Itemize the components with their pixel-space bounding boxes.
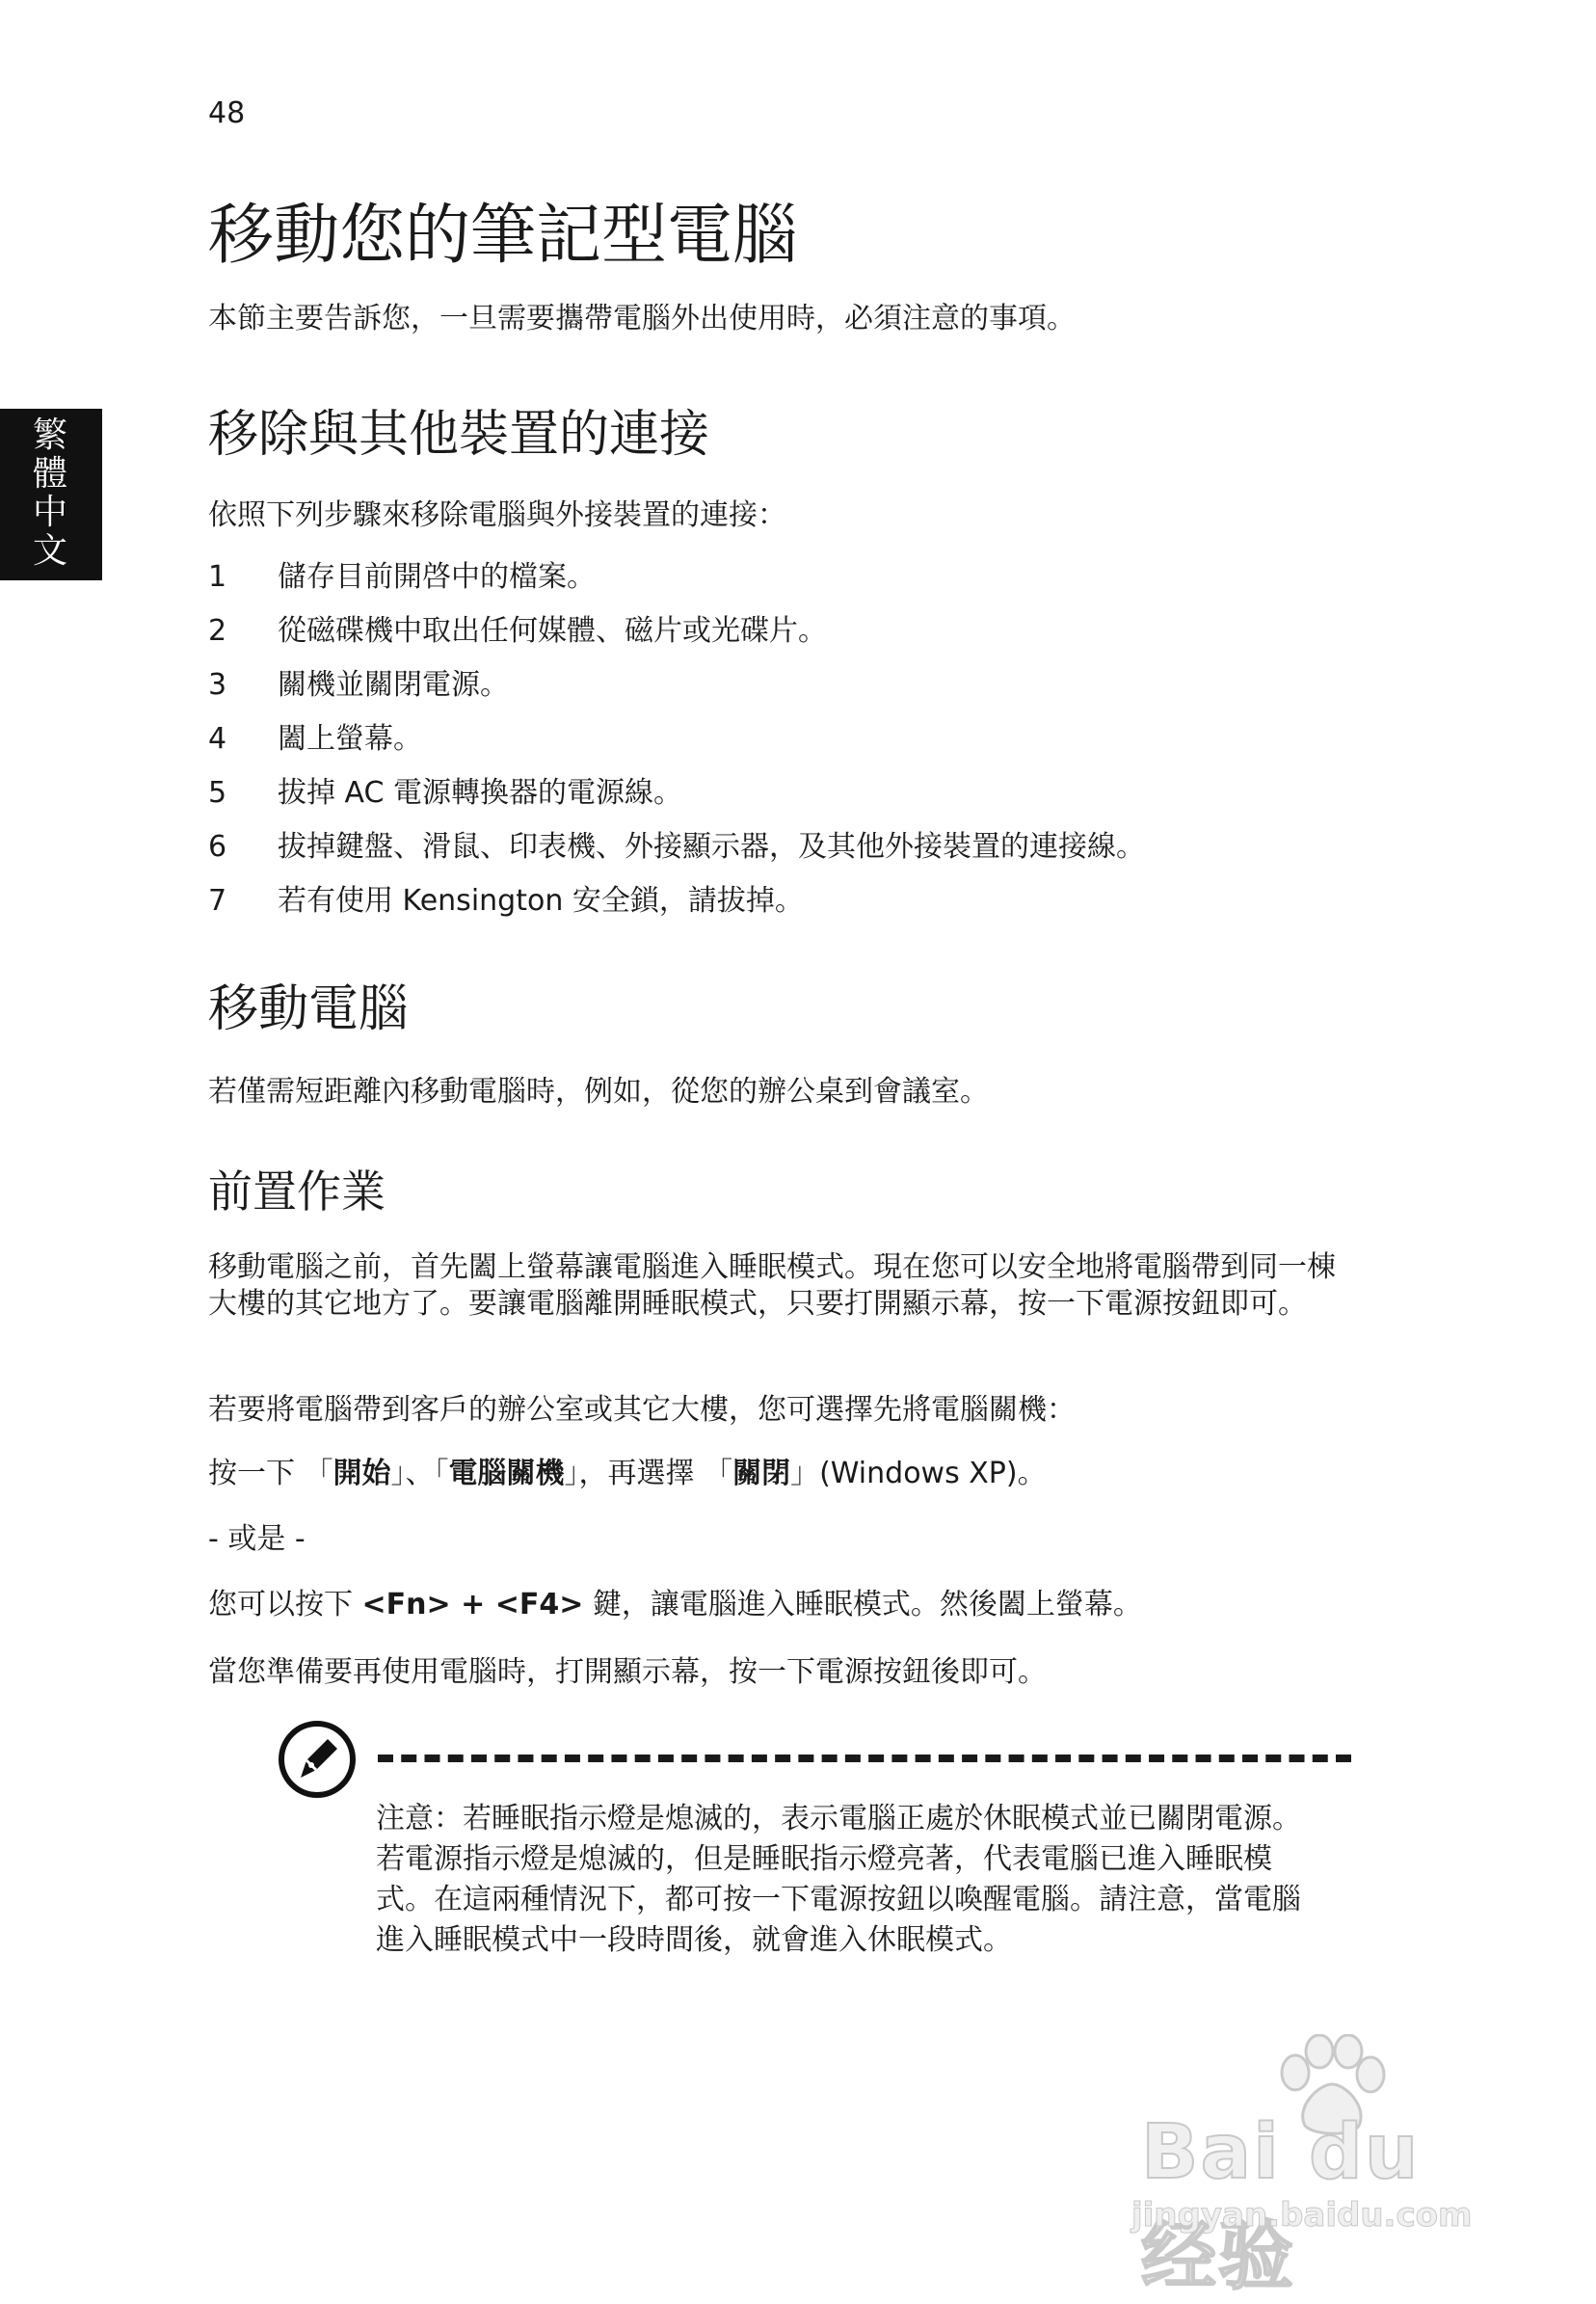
instruction-text: 按一下 「 [208,1457,333,1490]
page-title: 移動您的筆記型電腦 [208,198,799,274]
section-heading-moving: 移動電腦 [208,980,410,1038]
list-item [208,608,1145,662]
list-item [208,554,1145,608]
instruction-text: 鍵，讓電腦進入睡眠模式。然後闔上螢幕。 [583,1588,1142,1621]
language-side-tab-label: 繁體中文 [32,415,67,571]
moving-paragraph: 若僅需短距離內移動電腦時，例如，從您的辦公桌到會議室。 [208,1075,989,1109]
instruction-text: 您可以按下 [208,1588,362,1621]
step-number: 6 [208,830,227,864]
step-text: 拔掉鍵盤、滑鼠、印表機、外接顯示器，及其他外接裝置的連接線。 [278,830,1145,864]
step-number: 4 [208,722,227,756]
list-item [208,824,1145,878]
turn-off-label: 關閉 [732,1457,791,1490]
step-number: 2 [208,614,227,648]
step-number: 3 [208,668,227,702]
section-heading-preparation: 前置作業 [208,1165,386,1218]
instruction-text: 」，再選擇 「 [564,1457,733,1490]
note-text: 注意：若睡眠指示燈是熄滅的，表示電腦正處於休眠模式並已關閉電源。若電源指示燈是熄滅的，但是睡眠指示燈亮著，代表電腦已進入睡眠模式。在這兩種情況下，都可按一下電源按鈕以喚醒電腦。請注意，當電腦進入睡眠模式中一段時間後，就會進入休眠模式。 [376,1802,1301,1957]
step-number: 1 [208,560,227,594]
start-menu-label: 開始 [332,1457,391,1490]
disconnect-steps-list [208,554,1145,932]
step-text: 儲存目前開啓中的檔案。 [278,560,596,594]
note-divider [378,1755,1351,1762]
preparation-paragraph-2: 若要將電腦帶到客戶的辦公室或其它大樓，您可選擇先將電腦關機： [208,1393,1076,1427]
step-text: 拔掉 AC 電源轉換器的電源線。 [278,776,683,810]
list-item [208,662,1145,716]
step-text: 若有使用 Kensington 安全鎖，請拔掉。 [278,884,804,918]
preparation-paragraph-1: 移動電腦之前，首先闔上螢幕讓電腦進入睡眠模式。現在您可以安全地將電腦帶到同一棟大樓的其它地方了。要讓電腦離開睡眠模式，只要打開顯示幕，按一下電源按鈕即可。 [208,1250,1336,1321]
language-side-tab [0,409,102,580]
baidu-watermark [1122,2034,1507,2300]
shutdown-menu-label: 電腦關機 [448,1457,565,1490]
disconnect-lead: 依照下列步驟來移除電腦與外接裝置的連接： [208,498,786,532]
step-text: 闔上螢幕。 [278,722,422,756]
step-number: 7 [208,884,227,918]
preparation-paragraph-5: 當您準備要再使用電腦時，打開顯示幕，按一下電源按鈕後即可。 [208,1655,1047,1689]
list-item [208,716,1145,770]
intro-paragraph: 本節主要告訴您，一旦需要攜帶電腦外出使用時，必須注意的事項。 [208,302,1076,335]
or-separator: - 或是 - [208,1522,306,1556]
watermark-brand: Bai du 经验 [1141,2109,1421,2300]
step-text: 從磁碟機中取出任何媒體、磁片或光碟片。 [278,614,827,648]
list-item [208,770,1145,824]
shutdown-instruction [208,1456,1365,1492]
step-text: 關機並關閉電源。 [278,668,509,702]
hotkey-instruction [208,1587,1365,1623]
watermark-url: jingyan.baidu.com [1131,2196,1473,2235]
page-number: 48 [208,96,246,130]
step-number: 5 [208,776,227,810]
note-pen-icon [278,1720,357,1799]
hotkey-label: <Fn> + <F4> [361,1588,584,1621]
list-item [208,878,1145,932]
instruction-text: 」(Windows XP)。 [790,1457,1047,1490]
section-heading-disconnect: 移除與其他裝置的連接 [208,406,710,464]
instruction-text: 」、「 [390,1457,449,1490]
